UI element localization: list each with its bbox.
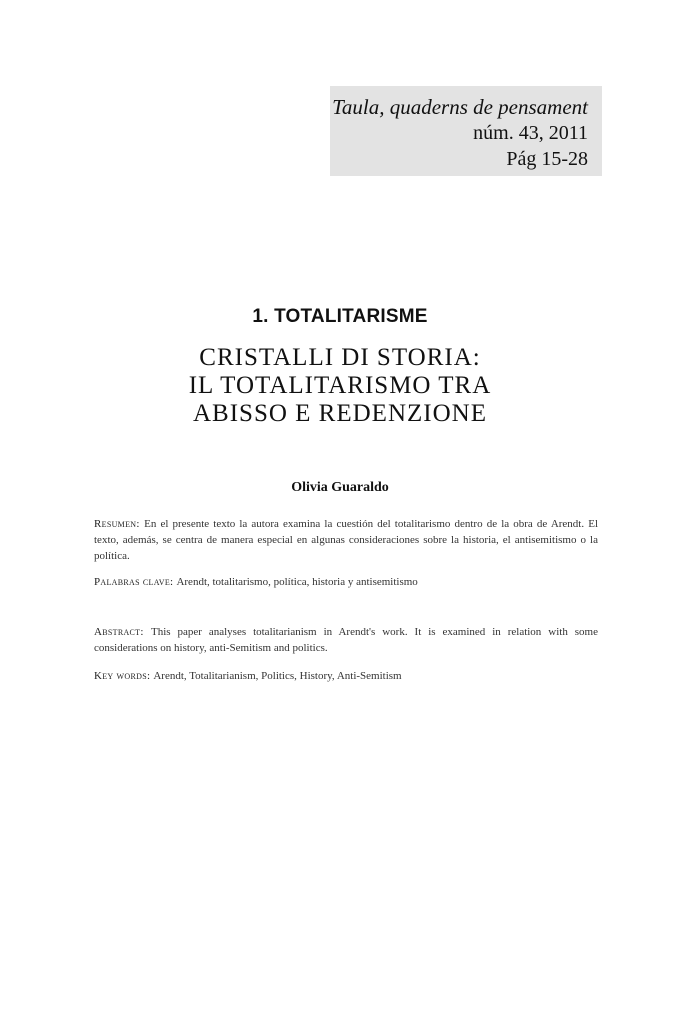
article-author: Olivia Guaraldo: [291, 480, 389, 495]
key-words-paragraph: [94, 668, 598, 684]
abstract-label: Abstract:: [94, 626, 151, 638]
resumen-paragraph: [94, 516, 598, 564]
journal-info-box: [330, 86, 602, 176]
article-title-line-1: CRISTALLI DI STORIA:: [199, 344, 481, 371]
key-words-label: Key words:: [94, 670, 154, 682]
article-title-line-3: ABISSO E REDENZIONE: [193, 400, 487, 427]
journal-pages: Pág 15-28: [506, 148, 588, 170]
palabras-clave-paragraph: [94, 574, 598, 590]
journal-title: Taula, quaderns de pensament: [332, 95, 588, 119]
resumen-text: En el presente texto la autora examina la cuestión del totalitarismo dentro de la obra de Arendt. El texto, además, se centra de manera especial en algunas consideraciones sobre la historia, el antisemitismo o la política.: [94, 518, 599, 562]
palabras-clave-label: Palabras clave:: [94, 576, 177, 588]
palabras-clave-text: Arendt, totalitarismo, política, historia y antisemitismo: [176, 576, 418, 588]
key-words-text: Arendt, Totalitarianism, Politics, History, Anti-Semitism: [153, 670, 402, 682]
resumen-label: Resumen:: [94, 518, 145, 530]
section-heading: 1. TOTALITARISME: [252, 306, 428, 327]
article-title: [0, 344, 680, 428]
abstract-paragraph: [94, 624, 598, 656]
journal-issue: núm. 43, 2011: [473, 122, 588, 144]
abstract-text: This paper analyses totalitarianism in Arendt's work. It is examined in relation with some considerations on history, anti-Semitism and politics.: [94, 626, 598, 654]
article-title-line-2: IL TOTALITARISMO TRA: [188, 372, 492, 399]
